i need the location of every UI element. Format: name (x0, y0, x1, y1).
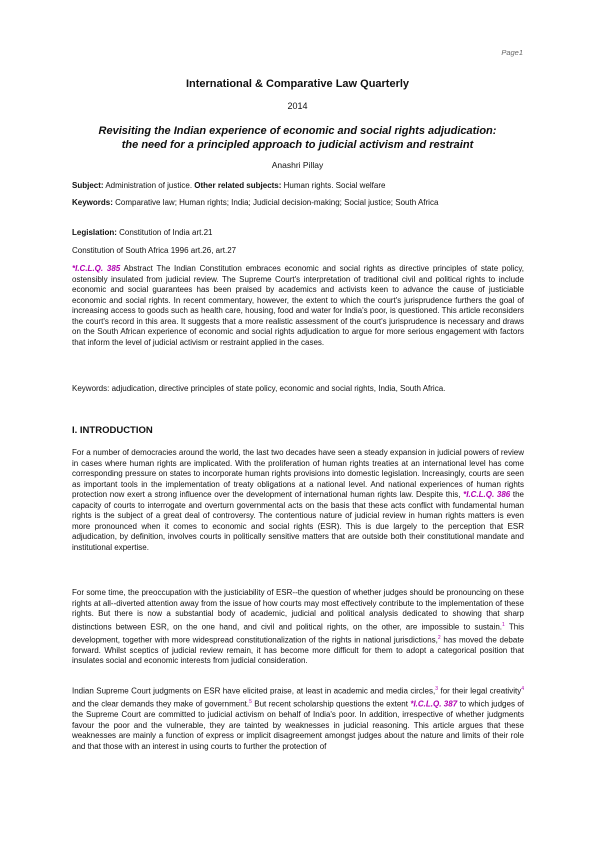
journal-title: International & Comparative Law Quarterly (185, 78, 410, 90)
publication-year: 2014 (287, 101, 308, 111)
footnote-ref-5[interactable]: 5 (249, 699, 252, 706)
intro-paragraph-1 (72, 448, 524, 553)
other-subjects-label: Other related subjects: (194, 181, 282, 190)
keywords-line (72, 198, 524, 209)
article-author: Anashri Pillay (271, 160, 324, 170)
keywords-value: Comparative law; Human rights; India; Judicial decision-making; Social justice; South Africa (112, 198, 439, 207)
footnote-ref-3[interactable]: 3 (435, 686, 439, 692)
article-title-line1: Revisiting the Indian experience of economic and social rights adjudication: (98, 125, 497, 137)
page-number: Page1 (501, 48, 523, 57)
footnote-ref-1[interactable]: 1 (502, 621, 505, 628)
footnote-ref-2[interactable]: 2 (437, 634, 441, 641)
abstract-paragraph (72, 264, 524, 348)
page-citation-386[interactable]: *I.C.L.Q. 386 (463, 490, 511, 499)
page-citation-387[interactable]: *I.C.L.Q. 387 (410, 699, 458, 709)
abstract-text: Abstract The Indian Constitution embraces economic and social rights as directive principles of state policy, ostensibly insulated from judicial review. The Supreme Court's interpretation of traditional civil and political rights to include economic and social guarantees has been praised by academics and activists keen to advance the cause of justiciable economic and social rights. In recent commentary, however, the extent to which the court's jurisprudence furthers the goal of increasing access to goods such as health care, housing, food and water for India's poor, is questioned. This article reconsiders the court's record in this area. It suggests that a more realistic assessment of the court's jurisprudence is necessary and draws on the South African experience of economic and social rights adjudication to argue for more serious engagement with factors that inform the level of judicial activism or restraint applied in the cases. (72, 264, 524, 347)
subject-label: Subject: (72, 181, 104, 190)
abstract-keywords: Keywords: adjudication, directive principles of state policy, economic and social rights, India, South Africa. (72, 384, 446, 393)
p3-text-d: But recent scholarship questions the extent (251, 699, 411, 709)
article-title (60, 124, 535, 152)
p2-text-c: has moved the debate forward. Whilst sceptics of judicial review remain, it has become more difficult for them to adopt a categorical position that insulates social and economic interests from judicial consideration. (72, 635, 524, 666)
p1-text-b: the capacity of courts to interrogate and overturn governmental acts on the basis that these acts conflict with fundamental human rights is the subject of a great deal of controversy. The contentious nature of judicial review in human rights matters is even more pronounced when it comes to economic and social rights (ESR). This is due largely to the perception that ESR adjudication, by definition, involves courts in politically sensitive matters that are outside both their constitutional mandate and institutional expertise. (72, 490, 525, 552)
keywords-label: Keywords: (72, 198, 113, 207)
p3-text-e: to which judges of the Supreme Court are committed to judicial activism on behalf of India's poor. In addition, irrespective of whether judgments favour the poor and the vulnerable, they are tainted by weaknesses in judicial reasoning. This article argues that these weaknesses are mainly a function of express or implicit disagreement amongst judges about the nature and limits of their role and that those with an interest in using courts to further the protection of (72, 699, 524, 751)
intro-paragraph-2 (72, 588, 524, 667)
p3-text-a: Indian Supreme Court judgments on ESR have elicited praise, at least in academic and media circles, (72, 686, 436, 696)
article-title-line2: the need for a principled approach to judicial activism and restraint (121, 139, 474, 151)
page-citation-385[interactable]: *I.C.L.Q. 385 (72, 264, 121, 273)
p1-text-a: For a number of democracies around the world, the last two decades have seen a steady expansion in judicial powers of review in cases where human rights are implicated. With the proliferation of human rights treaties at an international level has come corresponding pressure on states to incorporate human rights provisions into domestic legislation. Increasingly, courts are seen as important tools in the implementation of treaty obligations at a national level. And national experiences of human rights protection now exert a strong influence over the development of international human rights law. Despite this, (72, 448, 524, 499)
footnote-ref-4[interactable]: 4 (521, 686, 524, 692)
section-heading: I. INTRODUCTION (72, 425, 153, 436)
legislation-value: Constitution of India art.21 (116, 228, 213, 237)
p3-text-c: and the clear demands they make of government. (72, 699, 250, 709)
p2-text-a: For some time, the preoccupation with the justiciability of ESR--the question of whether judges should be pronouncing on these rights at all--diverted attention away from the issue of how courts may most effectively contribute to the implementation of these rights. But there is now a substantial body of academic, judicial and political analysis dedicated to showing that sharp distinctions between ESR, on the one hand, and civil and political rights, on the other, are impossible to sustain. (72, 588, 524, 632)
p3-text-b: for their legal creativity (438, 686, 522, 696)
legislation-label: Legislation: (72, 228, 117, 237)
p2-text-b: This development, together with more widespread constitutionalization of the rights in national jurisdictions, (72, 622, 524, 645)
subject-line (72, 181, 524, 192)
subject-value: Administration of justice. (103, 181, 195, 190)
other-subjects-value: Human rights. Social welfare (281, 181, 386, 190)
legislation-line (72, 228, 524, 239)
legislation-line-2: Constitution of South Africa 1996 art.26, art.27 (72, 246, 237, 255)
intro-paragraph-3 (72, 684, 524, 752)
